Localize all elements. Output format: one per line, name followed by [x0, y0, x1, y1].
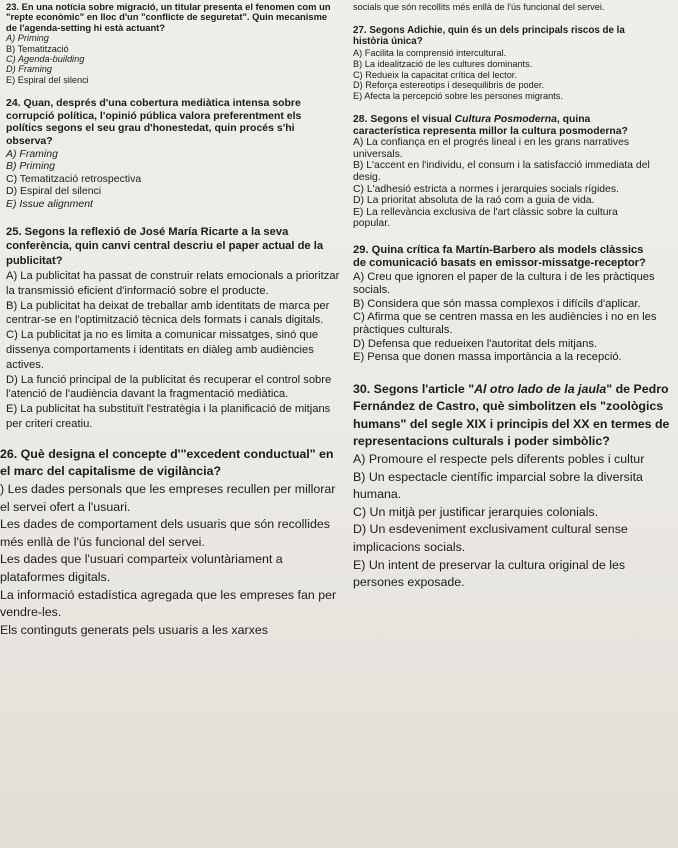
question-26-option-c[interactable]: Les dades que l'usuari comparteix voluntàriament a plataformes digitals.: [0, 552, 283, 584]
question-30-option-e[interactable]: E) Un intent de preservar la cultura original de les persones exposade.: [353, 557, 626, 590]
question-24-option-e[interactable]: E) Issue alignment: [6, 198, 93, 210]
question-26-option-b[interactable]: Les dades de comportament dels usuaris que són recollides més enllà de l'ús funcional del servei.: [0, 517, 330, 549]
question-27: [353, 26, 653, 102]
question-28: [353, 114, 653, 230]
question-27-title: 27. Segons Adichie, quin és un dels principals riscos de la història única?: [353, 25, 625, 48]
question-30-title-italic: Al otro lado de la jaula: [474, 381, 607, 396]
question-25-option-c[interactable]: C) La publicitat ja no es limita a comunicar missatges, sinó que dissenya comportaments i identitats en diàleg amb audiències actives.: [6, 329, 319, 371]
question-23: [6, 2, 338, 85]
question-29-option-c[interactable]: C) Afirma que se centren massa en les audiències i no en les pràctiques culturals.: [353, 310, 657, 337]
question-25-option-e[interactable]: E) La publicitat ha substituït l'estratègia i la planificació de mitjans per criteri creatiu.: [6, 403, 331, 430]
left-column: [0, 1, 344, 639]
question-25-option-a[interactable]: A) La publicitat ha passat de construir relats emocionals a prioritzar la transmissió eficient d'informació sobre el producte.: [6, 269, 340, 297]
question-26-option-a[interactable]: ) Les dades personals que les empreses recullen per millorar el servei ofert a l'usuari.: [0, 481, 336, 514]
question-28-option-e[interactable]: E) La rellevància exclusiva de l'art clàssic sobre la cultura popular.: [353, 206, 618, 230]
question-24-option-b[interactable]: B) Priming: [6, 160, 56, 173]
question-29-option-a[interactable]: A) Creu que ignoren el paper de la cultura i de les pràctiques socials.: [353, 270, 655, 297]
question-26-option-e[interactable]: Els continguts generats pels usuaris a les xarxes: [0, 622, 268, 637]
question-27-option-e[interactable]: E) Afecta la percepció sobre les persones migrants.: [353, 91, 563, 102]
question-30-title-suffix: " de Pedro Fernández de Castro, què simbolitzen els "zoològics humans" del segle XIX i principis del XX en termes de representacions culturals i poder simbòlic?: [353, 381, 670, 449]
question-30-title-prefix: 30. Segons l'article ": [353, 381, 475, 396]
question-30-option-a[interactable]: A) Promoure el respecte pels diferents pobles i cultur: [353, 451, 645, 466]
question-24-option-d[interactable]: D) Espiral del silenci: [6, 185, 102, 198]
question-30: [353, 381, 675, 592]
question-26-option-d[interactable]: La informació estadística agregada que les empreses fan per vendre-les.: [0, 587, 337, 620]
question-29-option-e[interactable]: E) Pensa que donen massa importància a la recepció.: [353, 351, 622, 364]
question-25-title: 25. Segons la reflexió de José María Ricarte a la seva conferència, quin canvi central descriu el paper actual de la publicitat?: [6, 225, 324, 268]
question-30-option-b[interactable]: B) Un espectacle científic imparcial sobre la diversita humana.: [353, 469, 643, 502]
question-28-title-prefix: 28. Segons el visual: [353, 113, 455, 125]
question-29-title: 29. Quina crítica fa Martín-Barbero als models clàssics de comunicació basats en emissor-missatge-receptor?: [353, 243, 646, 270]
question-29-option-b[interactable]: B) Considera que són massa complexos i difícils d'aplicar.: [353, 297, 641, 310]
question-27-option-b[interactable]: B) La idealització de les cultures dominants.: [353, 58, 533, 69]
question-25-option-d[interactable]: D) La funció principal de la publicitat és recuperar el control sobre l'atenció de l'audiència davant la fragmentació mediàtica.: [6, 373, 332, 401]
question-26-continuation-text: socials que són recollits més enllà de l'ús funcional del servei.: [353, 2, 605, 12]
question-28-option-c[interactable]: C) L'adhesió estricta a normes i jerarquies socials rígides.: [353, 183, 619, 195]
question-28-option-d[interactable]: D) La prioritat absoluta de la raó com a guia de vida.: [353, 195, 595, 207]
question-27-option-c[interactable]: C) Redueix la capacitat crítica del lector.: [353, 69, 517, 80]
question-27-option-d[interactable]: D) Reforça estereotips i desequilibris de poder.: [353, 80, 544, 91]
question-24-option-a[interactable]: A) Framing: [6, 147, 58, 160]
question-23-option-d[interactable]: D) Framing: [6, 64, 52, 75]
question-28-option-b[interactable]: B) L'accent en l'individu, el consum i la satisfacció immediata del desig.: [353, 160, 650, 183]
question-30-title: [353, 381, 675, 451]
question-26-title: 26. Què designa el concepte d'"excedent conductual" en el marc del capitalisme de vigilància?: [0, 446, 334, 479]
question-24-option-c[interactable]: C) Tematització retrospectiva: [6, 172, 142, 185]
question-23-option-e[interactable]: E) Espiral del silenci: [6, 74, 89, 85]
question-23-title: 23. En una notícia sobre migració, un titular presenta el fenomen com un "repte econòmic" en lloc d'un "conflicte de seguretat". Quin mecanisme de l'agenda-setting hi està actuant?: [6, 1, 331, 33]
question-29: [353, 244, 659, 365]
question-26: [0, 446, 344, 640]
question-26-continuation: [353, 2, 653, 12]
question-23-option-c[interactable]: C) Agenda-building: [6, 54, 85, 65]
question-30-option-c[interactable]: C) Un mitjà per justificar jerarquies colonials.: [353, 504, 599, 519]
question-29-option-d[interactable]: D) Defensa que redueixen l'autoritat dels mitjans.: [353, 337, 598, 350]
question-28-title-suffix: , quina característica representa millor la cultura posmoderna?: [353, 113, 628, 137]
question-28-option-a[interactable]: A) La confiança en el progrés lineal i en les grans narratives universals.: [353, 137, 630, 160]
question-23-option-a[interactable]: A) Priming: [6, 33, 49, 44]
page-bottom-shading: [0, 770, 678, 848]
question-24: [6, 97, 338, 210]
question-28-title: [353, 114, 653, 137]
question-23-option-b[interactable]: B) Tematització: [6, 43, 69, 54]
question-27-option-a[interactable]: A) Facilita la comprensió intercultural.: [353, 48, 507, 58]
question-25-option-b[interactable]: B) La publicitat ha deixat de treballar amb identitats de marca per centrar-se en l'optimització tècnica dels formats i canals digitals.: [6, 299, 330, 327]
question-28-title-italic: Cultura Posmoderna: [454, 113, 557, 125]
question-24-title: 24. Quan, després d'una cobertura mediàtica intensa sobre corrupció política, l'opinió pública valora preferentment els polítics segons el seu grau d'honestedat, quin procés s'hi observa?: [6, 97, 302, 148]
question-25: [6, 225, 344, 432]
right-column: [353, 2, 675, 592]
question-30-option-d[interactable]: D) Un esdeveniment exclusivament cultural sense implicacions socials.: [353, 522, 628, 554]
